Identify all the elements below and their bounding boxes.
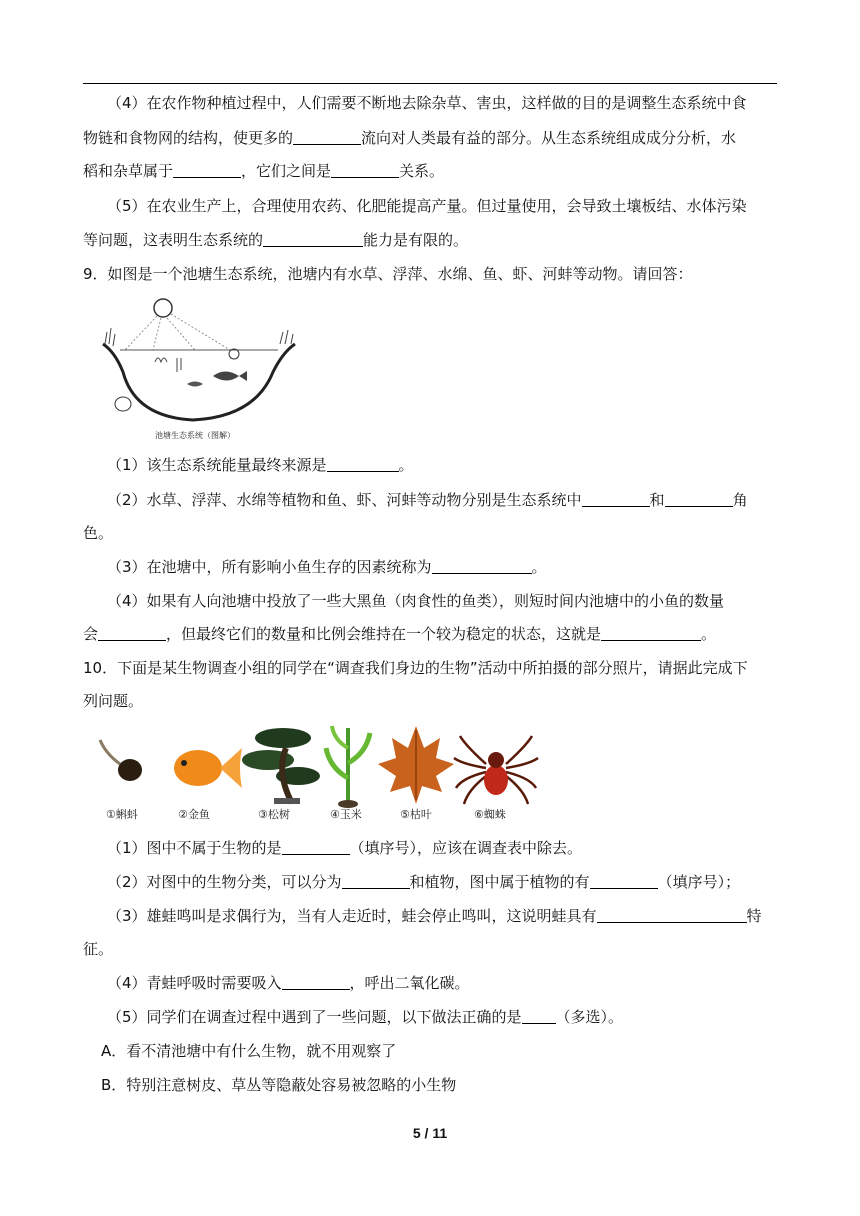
header-rule	[83, 83, 777, 84]
q10-option-b[interactable]: B．特别注意树皮、草丛等隐蔽处容易被忽略的小生物	[101, 1076, 457, 1094]
page-number: 5 / 11	[412, 1125, 448, 1141]
q10-stem-line2: 列问题。	[83, 692, 144, 710]
q10-part3-line2: 征。	[83, 940, 114, 958]
pine-tree-photo	[242, 728, 320, 821]
answer-blank[interactable]	[282, 974, 350, 990]
answer-blank[interactable]	[590, 873, 658, 889]
q8-part4-line3: 稻和杂草属于 ，它们之间是 关系。	[83, 162, 445, 180]
corn-photo	[326, 726, 370, 821]
q10-part2: （2）对图中的生物分类，可以分为 和植物，图中属于植物的有 （填序号）；	[107, 873, 741, 891]
answer-blank[interactable]	[282, 839, 350, 855]
q10-part1: （1）图中不属于生物的是 （填序号），应该在调查表中除去。	[107, 839, 583, 857]
answer-blank[interactable]	[327, 456, 399, 472]
photo-label-5: ⑤枯叶	[400, 808, 432, 821]
small-fish-icon	[187, 382, 203, 387]
tadpole-photo	[100, 740, 142, 821]
q9-part2-line2: 色。	[83, 524, 114, 542]
answer-blank[interactable]	[293, 129, 361, 145]
photo-label-4: ④玉米	[330, 808, 362, 821]
q9-part2-line1: （2）水草、浮萍、水绵等植物和鱼、虾、河蚌等动物分别是生态系统中 和 角	[107, 491, 748, 509]
q10-option-a[interactable]: A．看不清池塘中有什么生物，就不用观察了	[101, 1042, 397, 1060]
answer-blank[interactable]	[522, 1008, 556, 1024]
q9-part4-line2: 会 ，但最终它们的数量和比例会维持在一个较为稳定的状态，这就是 。	[83, 625, 717, 643]
q9-part1: （1）该生态系统能量最终来源是 。	[107, 456, 414, 474]
q9-part3: （3）在池塘中，所有影响小鱼生存的因素统称为 。	[107, 558, 547, 576]
dead-leaf-photo	[378, 726, 454, 821]
goldfish-photo	[174, 748, 242, 821]
sunlight-rays	[125, 314, 230, 350]
answer-blank[interactable]	[173, 162, 241, 178]
photo-label-6: ⑥蜘蛛	[474, 808, 506, 821]
sun-icon	[154, 299, 172, 317]
q8-part4-line1: （4）在农作物种植过程中，人们需要不断地去除杂草、害虫，这样做的目的是调整生态系统中食	[107, 94, 747, 112]
q10-part3-line1: （3）雄蛙鸣叫是求偶行为，当有人走近时，蛙会停止鸣叫，这说明蛙具有 特	[107, 907, 762, 925]
q8-part5-line1: （5）在农业生产上，合理使用农药、化肥能提高产量。但过量使用，会导致土壤板结、水体污染	[107, 197, 747, 215]
answer-blank[interactable]	[601, 625, 701, 641]
q10-stem-line1: 10．下面是某生物调查小组的同学在“调查我们身边的生物”活动中所拍摄的部分照片，请据此完成下	[83, 659, 748, 677]
answer-blank[interactable]	[665, 491, 733, 507]
q9-stem: 9．如图是一个池塘生态系统，池塘内有水草、浮萍、水绵、鱼、虾、河蚌等动物。请回答：	[83, 265, 693, 283]
photo-label-1: ①蝌蚪	[106, 808, 138, 821]
fish-icon	[213, 371, 247, 381]
photo-label-3: ③松树	[258, 808, 290, 821]
answer-blank[interactable]	[263, 231, 363, 247]
spider-photo	[454, 736, 538, 821]
pond-ecosystem-figure	[95, 292, 300, 442]
answer-blank[interactable]	[597, 907, 747, 923]
q8-part5-line2: 等问题，这表明生态系统的 能力是有限的。	[83, 231, 469, 249]
figure-caption: 池塘生态系统（图解）	[155, 431, 235, 440]
answer-blank[interactable]	[582, 491, 650, 507]
q10-part4: （4）青蛙呼吸时需要吸入 ，呼出二氧化碳。	[107, 974, 470, 992]
decomposer-icon	[115, 397, 131, 411]
answer-blank[interactable]	[342, 873, 410, 889]
answer-blank[interactable]	[331, 162, 399, 178]
q9-part4-line1: （4）如果有人向池塘中投放了一些大黑鱼（肉食性的鱼类），则短时间内池塘中的小鱼的数量	[107, 592, 725, 610]
q8-part4-line2: 物链和食物网的结构，使更多的 流向对人类最有益的部分。从生态系统组成成分分析，水	[83, 129, 737, 147]
answer-blank[interactable]	[432, 558, 532, 574]
q10-part5: （5）同学们在调查过程中遇到了一些问题，以下做法正确的是 （多选）。	[107, 1008, 624, 1026]
photo-label-2: ②金鱼	[178, 808, 210, 821]
pond-basin	[103, 344, 295, 420]
survey-photos	[98, 718, 548, 830]
answer-blank[interactable]	[98, 625, 166, 641]
